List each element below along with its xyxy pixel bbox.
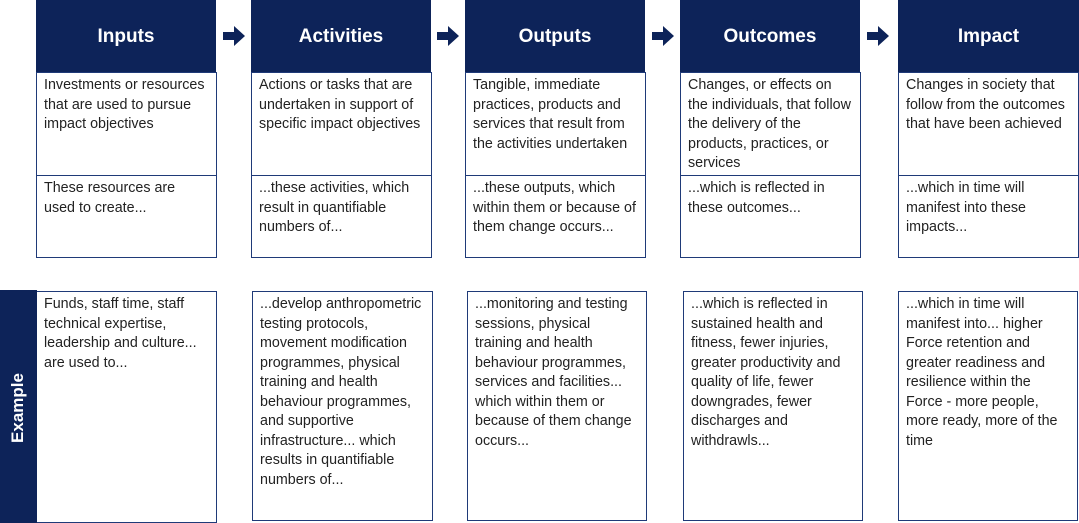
definition-impact: Changes in society that follow from the outcomes that have been achieved — [898, 72, 1079, 176]
definition-inputs: Investments or resources that are used to pursue impact objectives — [36, 72, 217, 176]
definition-outcomes: Changes, or effects on the individuals, that follow the delivery of the products, practices, or services — [680, 72, 861, 176]
example-activities: ...develop anthropometric testing protocols, movement modification programmes, physical training and health behaviour programmes, and supportive infrastructure... which results in quantifiable numbers of... — [252, 291, 433, 521]
example-impact: ...which in time will manifest into... higher Force retention and greater readiness and resilience within the Force - more people, more ready, more of the time — [898, 291, 1078, 521]
right-arrow-icon — [223, 26, 245, 46]
link-impact: ...which in time will manifest into these impacts... — [898, 175, 1079, 258]
link-inputs: These resources are used to create... — [36, 175, 217, 258]
link-outputs: ...these outputs, which within them or because of them change occurs... — [465, 175, 646, 258]
header-impact: Impact — [898, 0, 1079, 73]
header-outputs: Outputs — [465, 0, 645, 73]
link-activities: ...these activities, which result in quantifiable numbers of... — [251, 175, 432, 258]
right-arrow-icon — [437, 26, 459, 46]
header-inputs: Inputs — [36, 0, 216, 73]
header-activities: Activities — [251, 0, 431, 73]
header-outcomes: Outcomes — [680, 0, 860, 73]
right-arrow-icon — [652, 26, 674, 46]
example-outcomes: ...which is reflected in sustained health and fitness, fewer injuries, greater productivity and quality of life, fewer downgrades, fewer discharges and withdrawls... — [683, 291, 863, 521]
definition-outputs: Tangible, immediate practices, products and services that result from the activities undertaken — [465, 72, 646, 176]
example-label: Example — [8, 373, 27, 443]
example-inputs: Funds, staff time, staff technical expertise, leadership and culture... are used to... — [36, 291, 217, 523]
definition-activities: Actions or tasks that are undertaken in support of specific impact objectives — [251, 72, 432, 176]
right-arrow-icon — [867, 26, 889, 46]
example-outputs: ...monitoring and testing sessions, physical training and health behaviour programmes, services and facilities... which within them or because of them change occurs... — [467, 291, 647, 521]
link-outcomes: ...which is reflected in these outcomes... — [680, 175, 861, 258]
